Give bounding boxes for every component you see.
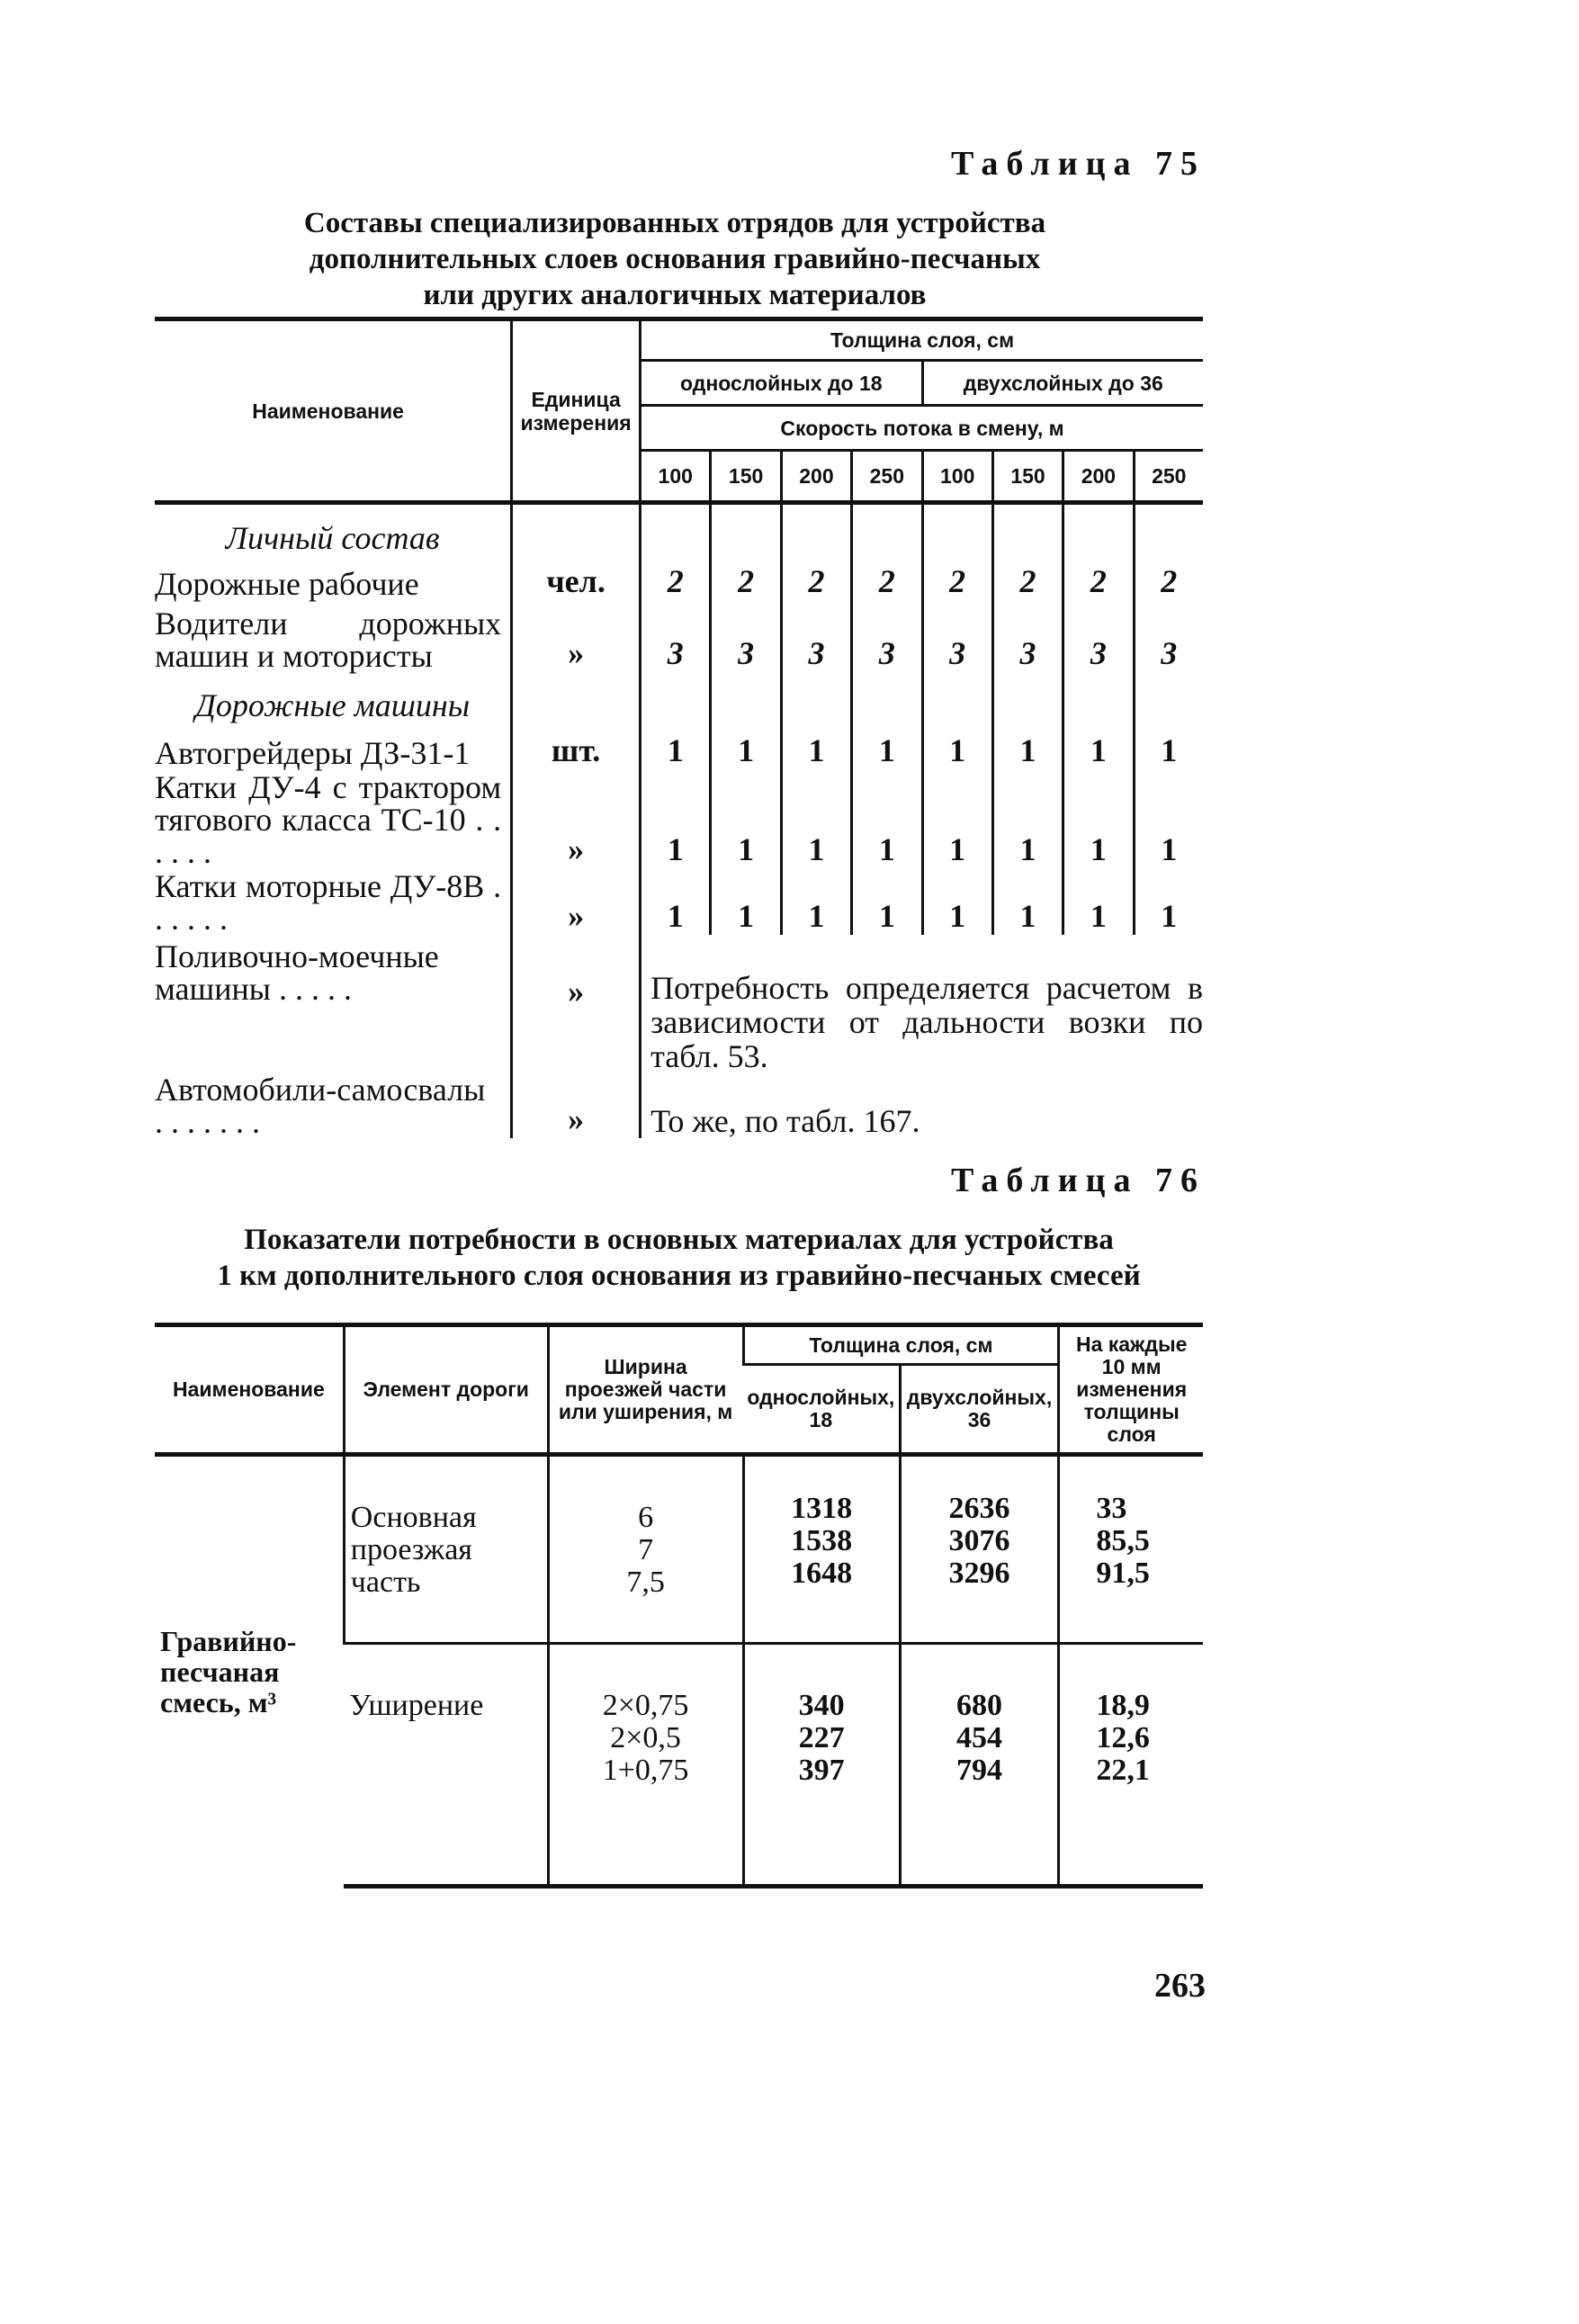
t75-header-name: Наименование xyxy=(155,319,512,503)
t75-cell: 1 xyxy=(711,769,781,868)
t75-cell: 2 xyxy=(781,557,851,600)
table75-title-line-1: Составы специализированных отрядов для устройства xyxy=(303,207,1046,239)
table75-label: Таблица 75 xyxy=(950,145,1206,183)
t75-header-speed: Скорость потока в смену, м xyxy=(641,406,1203,451)
t76-header-element: Элемент дороги xyxy=(344,1325,548,1455)
t76-cell: 3076 xyxy=(948,1524,1010,1557)
t75-header-unit: Единица измерения xyxy=(512,319,641,503)
t75-cell: 3 xyxy=(1134,600,1203,672)
t76-material: Гравийно-песчаная смесь, м³ xyxy=(160,1624,297,1718)
t75-cell: 1 xyxy=(711,868,781,935)
t76-header-double: двухслойных, 36 xyxy=(900,1365,1059,1455)
t75-cell: 1 xyxy=(852,724,922,769)
t75-row-washers xyxy=(155,935,1203,1073)
t76-group-main-double xyxy=(900,1455,1059,1644)
t75-cell: 1 xyxy=(992,769,1063,868)
t76-cell: 85,5 xyxy=(1096,1524,1150,1557)
t75-row-rollers-tractor-unit: » xyxy=(512,769,641,868)
t76-cell: 2636 xyxy=(948,1492,1010,1525)
t76-cell: 33 xyxy=(1096,1492,1127,1525)
t75-cell: 1 xyxy=(852,769,922,868)
t76-group-main-single xyxy=(743,1455,900,1644)
t75-cell: 1 xyxy=(922,868,992,935)
t75-row-rollers-motor xyxy=(155,868,1203,935)
t76-header-single: однослойных, 18 xyxy=(743,1365,900,1455)
t75-cell: 3 xyxy=(852,600,922,672)
t75-header-double: двухслойных до 36 xyxy=(922,361,1203,406)
t75-cell: 1 xyxy=(641,769,711,868)
t76-group-widening-widths xyxy=(548,1644,743,1887)
t75-cell: 2 xyxy=(1134,557,1203,600)
t75-row-washers-unit: » xyxy=(512,935,641,1073)
t75-row-drivers-name: Водители дорожных машин и мотористы xyxy=(155,605,502,674)
t75-cell: 1 xyxy=(641,724,711,769)
t75-cell: 2 xyxy=(922,557,992,600)
t76-cell: 1+0,75 xyxy=(602,1754,689,1787)
t76-cell: 18,9 xyxy=(1096,1689,1150,1722)
t76-header-thickness: Толщина слоя, см xyxy=(743,1325,1059,1365)
t75-row-rollers-motor-unit: » xyxy=(512,868,641,935)
t75-cell: 3 xyxy=(1063,600,1134,672)
t75-cell: 2 xyxy=(1063,557,1134,600)
t75-cell: 2 xyxy=(992,557,1063,600)
t76-cell: 227 xyxy=(798,1721,845,1754)
t75-cell: 1 xyxy=(922,724,992,769)
t75-speed-8: 250 xyxy=(1134,451,1203,503)
t76-cell: 1648 xyxy=(791,1557,853,1590)
t75-row-workers xyxy=(155,557,1203,600)
t75-header-single: однослойных до 18 xyxy=(641,361,922,406)
t76-header-name: Наименование xyxy=(155,1325,344,1455)
t75-cell: 1 xyxy=(992,868,1063,935)
t75-section-machines: Дорожные машины xyxy=(195,686,471,723)
t75-row-dumpers-note: То же, по табл. 167. xyxy=(641,1073,1203,1138)
t76-group-main-per10 xyxy=(1059,1455,1203,1644)
t75-cell: 1 xyxy=(1134,868,1203,935)
t75-speed-7: 200 xyxy=(1063,451,1134,503)
t75-cell: 1 xyxy=(1063,724,1134,769)
t76-group-widening-per10 xyxy=(1059,1644,1203,1887)
t75-speed-2: 150 xyxy=(711,451,781,503)
table75-title xyxy=(225,205,1125,313)
t76-cell: 22,1 xyxy=(1096,1754,1150,1787)
t76-group-main xyxy=(155,1455,1203,1644)
t75-cell: 1 xyxy=(1134,724,1203,769)
t75-cell: 1 xyxy=(781,724,851,769)
t75-row-workers-unit: чел. xyxy=(512,557,641,600)
t75-row-dumpers-unit: » xyxy=(512,1073,641,1138)
table76 xyxy=(155,1323,1203,1889)
t75-row-workers-name: Дорожные рабочие xyxy=(155,565,419,602)
t75-row-graders xyxy=(155,724,1203,769)
t76-cell: 12,6 xyxy=(1096,1721,1150,1754)
t75-row-drivers-unit: » xyxy=(512,600,641,672)
t76-cell: 6 xyxy=(638,1501,654,1534)
t75-cell: 1 xyxy=(781,868,851,935)
t75-speed-6: 150 xyxy=(992,451,1063,503)
table76-title-line-2: 1 км дополнительного слоя основания из гравийно-песчаных смесей xyxy=(217,1260,1141,1292)
t75-cell: 1 xyxy=(852,868,922,935)
t75-cell: 1 xyxy=(922,769,992,868)
t75-speed-5: 100 xyxy=(922,451,992,503)
t75-cell: 1 xyxy=(992,724,1063,769)
t75-speed-4: 250 xyxy=(852,451,922,503)
t76-cell: 1538 xyxy=(791,1524,853,1557)
page-number: 263 xyxy=(1154,1967,1206,2005)
t75-cell: 1 xyxy=(711,724,781,769)
t76-cell: 91,5 xyxy=(1096,1557,1150,1590)
t75-cell: 3 xyxy=(781,600,851,672)
table76-title-line-1: Показатели потребности в основных материалах для устройства xyxy=(244,1224,1114,1256)
t75-row-dumpers-name: Автомобили-самосвалы . . . . . . . xyxy=(155,1071,486,1140)
t75-cell: 2 xyxy=(641,557,711,600)
t75-header-thickness: Толщина слоя, см xyxy=(641,319,1203,361)
t75-cell: 2 xyxy=(852,557,922,600)
t75-row-drivers xyxy=(155,600,1203,672)
table75-title-line-2: дополнительных слоев основания гравийно-песчаных xyxy=(309,243,1041,275)
t76-group-widening-single xyxy=(743,1644,900,1887)
t75-row-dumpers xyxy=(155,1073,1203,1138)
t75-row-rollers-tractor xyxy=(155,769,1203,868)
t75-row-rollers-motor-name: Катки моторные ДУ-8В . . . . . . xyxy=(155,867,502,937)
t76-cell: 680 xyxy=(956,1689,1002,1722)
t76-group-main-widths xyxy=(548,1455,743,1644)
t76-cell: 454 xyxy=(956,1721,1002,1754)
t75-cell: 1 xyxy=(1063,868,1134,935)
t75-speed-3: 200 xyxy=(781,451,851,503)
table76-title xyxy=(155,1222,1203,1294)
t75-speed-1: 100 xyxy=(641,451,711,503)
t75-row-graders-unit: шт. xyxy=(512,724,641,769)
t76-cell: 3296 xyxy=(948,1557,1010,1590)
t75-cell: 3 xyxy=(992,600,1063,672)
t76-header-per10: На каждые 10 мм изменения толщины слоя xyxy=(1059,1325,1203,1455)
t76-group-widening-double xyxy=(900,1644,1059,1887)
t75-section-personnel: Личный состав xyxy=(225,519,440,556)
t76-cell: 2×0,75 xyxy=(602,1689,689,1722)
t76-cell: 7 xyxy=(638,1533,654,1566)
t75-cell: 1 xyxy=(781,769,851,868)
t76-cell: 2×0,5 xyxy=(610,1721,681,1754)
t75-cell: 3 xyxy=(641,600,711,672)
t75-cell: 1 xyxy=(641,868,711,935)
table75-title-line-3: или других аналогичных материалов xyxy=(423,279,927,311)
t75-cell: 2 xyxy=(711,557,781,600)
t76-group-widening-element: Уширение xyxy=(344,1644,548,1887)
t76-cell: 794 xyxy=(956,1754,1002,1787)
t75-cell: 3 xyxy=(922,600,992,672)
t75-row-washers-note: Потребность определяется расчетом в зависимости от дальности возки по табл. 53. xyxy=(641,935,1203,1073)
t76-cell: 340 xyxy=(798,1689,845,1722)
t76-cell: 7,5 xyxy=(626,1566,665,1599)
table75 xyxy=(155,317,1203,1138)
t75-cell: 3 xyxy=(711,600,781,672)
t76-cell: 1318 xyxy=(791,1492,853,1525)
t75-row-rollers-tractor-name: Катки ДУ-4 с трактором тягового класса ТС-10 . . . . . . xyxy=(155,768,502,870)
table76-label: Таблица 76 xyxy=(950,1162,1206,1199)
t75-row-graders-name: Автогрейдеры ДЗ-31-1 xyxy=(155,734,471,771)
t76-cell: 397 xyxy=(798,1754,845,1787)
t75-cell: 1 xyxy=(1134,769,1203,868)
t76-header-width: Ширина проезжей части или уширения, м xyxy=(548,1325,743,1455)
t76-group-main-element: Основная проезжая часть xyxy=(344,1455,548,1644)
t75-cell: 1 xyxy=(1063,769,1134,868)
t75-row-washers-name: Поливочно-моечные машины . . . . . xyxy=(155,938,439,1007)
